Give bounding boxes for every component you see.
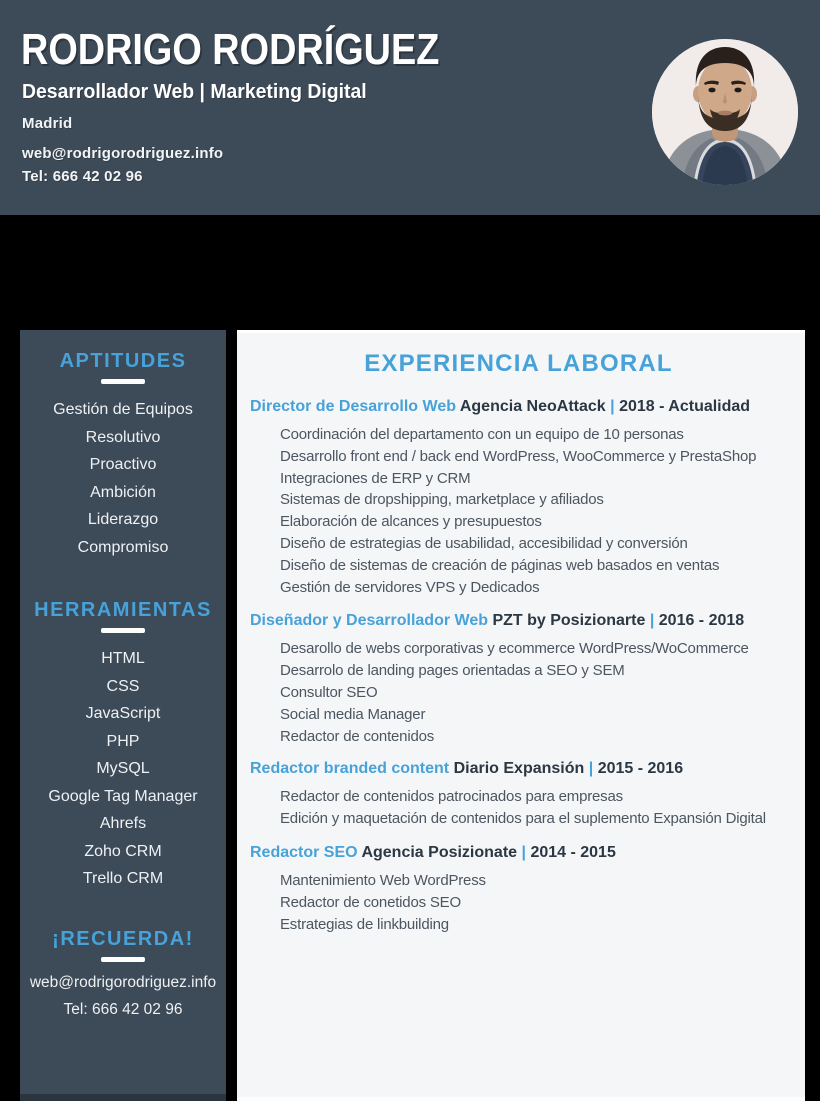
list-item: Liderazgo	[87, 511, 159, 528]
job-title-line	[250, 610, 787, 632]
job-period: 2016 - 2018	[658, 612, 745, 630]
job-bullet: Coordinación del departamento con un equipo de 10 personas	[280, 426, 684, 443]
list-item: Resolutivo	[85, 428, 161, 446]
person-name: RODRIGO RODRÍGUEZ	[21, 25, 440, 74]
list-item: Ahrefs	[99, 815, 147, 832]
job-bullet: Consultor SEO	[280, 683, 378, 701]
tools-list	[20, 645, 226, 893]
phone-text: Tel: 666 42 02 96	[22, 168, 143, 185]
list-item: Zoho CRM	[84, 842, 162, 860]
list-item: Google Tag Manager	[48, 787, 198, 805]
header-band	[0, 0, 820, 215]
experience-panel	[237, 330, 805, 1101]
sidebar-section-aptitudes	[20, 348, 226, 561]
job-bullet: Elaboración de alcances y presupuestos	[280, 513, 542, 531]
job-company: PZT by Posizionarte	[492, 612, 646, 630]
job-entry-neoattack	[250, 396, 787, 598]
experience-title: EXPERIENCIA LABORAL	[364, 350, 673, 377]
list-item: MySQL	[96, 760, 150, 777]
list-item: HTML	[101, 650, 145, 667]
heading-underline	[101, 628, 145, 633]
job-period: 2014 - 2015	[530, 843, 616, 861]
profile-photo-illustration	[652, 39, 798, 185]
job-bullet: Mantenimiento Web WordPress	[280, 871, 486, 889]
job-role: Director de Desarrollo Web	[250, 398, 456, 415]
job-bullet: Sistemas de dropshipping, marketplace y afiliados	[280, 491, 604, 509]
job-role: Redactor SEO	[250, 843, 358, 861]
list-item: CSS	[106, 677, 140, 695]
job-bullet: Desarollo de webs corporativas y ecommerce WordPress/WoCommerce	[280, 640, 749, 658]
list-item: PHP	[106, 732, 140, 750]
sidebar-section-recuerda	[20, 926, 226, 1023]
job-bullet: Edición y maquetación de contenidos para el suplemento Expansión Digital	[280, 810, 766, 828]
job-bullet: Redactor de contenidos patrocinados para empresas	[280, 788, 623, 806]
job-separator: |	[588, 760, 594, 778]
sidebar-email-text: web@rodrigorodriguez.info	[29, 973, 217, 991]
list-item: JavaScript	[85, 705, 161, 722]
reminder-contact-list	[20, 969, 226, 1023]
job-bullet: Redactor de conetidos SEO	[280, 893, 461, 911]
job-bullets	[250, 424, 787, 598]
recuerda-heading: ¡RECUERDA!	[52, 927, 194, 950]
sidebar	[20, 330, 226, 1101]
job-period: 2018 - Actualidad	[619, 398, 751, 415]
job-bullets	[250, 870, 787, 935]
job-separator: |	[649, 612, 655, 630]
job-bullets	[250, 638, 787, 747]
job-title-line	[250, 396, 787, 418]
heading-underline	[101, 957, 145, 962]
job-company: Agencia NeoAttack	[459, 398, 606, 415]
job-bullet: Diseño de sistemas de creación de páginas web basados en ventas	[280, 556, 720, 574]
job-bullet: Social media Manager	[280, 705, 426, 723]
job-bullets	[250, 786, 787, 830]
person-role-subtitle: Desarrollador Web | Marketing Digital	[22, 81, 367, 103]
job-bullet: Integraciones de ERP y CRM	[280, 469, 471, 487]
job-role: Redactor branded content	[250, 760, 450, 778]
job-bullet: Estrategias de linkbuilding	[280, 915, 449, 933]
job-bullet: Redactor de contenidos	[280, 727, 435, 745]
job-entry-expansion	[250, 758, 787, 830]
job-bullet: Desarrollo front end / back end WordPress, WooCommerce y PrestaShop	[280, 447, 757, 465]
aptitudes-heading: APTITUDES	[59, 350, 187, 372]
sidebar-section-herramientas	[20, 597, 226, 893]
job-role: Diseñador y Desarrollador Web	[250, 612, 488, 630]
job-company: Agencia Posizionate	[361, 843, 518, 861]
list-item: Trello CRM	[82, 870, 164, 887]
email-text: web@rodrigorodriguez.info	[22, 145, 224, 162]
list-item: Ambición	[90, 483, 156, 501]
job-entry-pzt	[250, 610, 787, 747]
list-item: Proactivo	[89, 456, 157, 473]
herramientas-heading: HERRAMIENTAS	[34, 599, 212, 621]
profile-photo	[652, 39, 798, 185]
sidebar-phone-text: Tel: 666 42 02 96	[63, 1000, 183, 1018]
list-item: Gestión de Equipos	[53, 401, 193, 418]
job-separator: |	[610, 398, 615, 415]
job-company: Diario Expansión	[453, 760, 585, 778]
aptitudes-list	[20, 396, 226, 561]
job-entry-posizionate	[250, 842, 787, 935]
list-item: Compromiso	[77, 538, 169, 556]
job-period: 2015 - 2016	[597, 760, 684, 778]
job-title-line	[250, 758, 787, 780]
job-separator: |	[521, 843, 526, 861]
job-bullet: Diseño de estrategias de usabilidad, accesibilidad y conversión	[280, 534, 688, 552]
job-bullet: Desarrolo de landing pages orientadas a SEO y SEM	[280, 662, 625, 680]
job-bullet: Gestión de servidores VPS y Dedicados	[280, 578, 540, 596]
job-title-line	[250, 842, 787, 864]
heading-underline	[101, 379, 145, 384]
location-text: Madrid	[22, 115, 73, 132]
